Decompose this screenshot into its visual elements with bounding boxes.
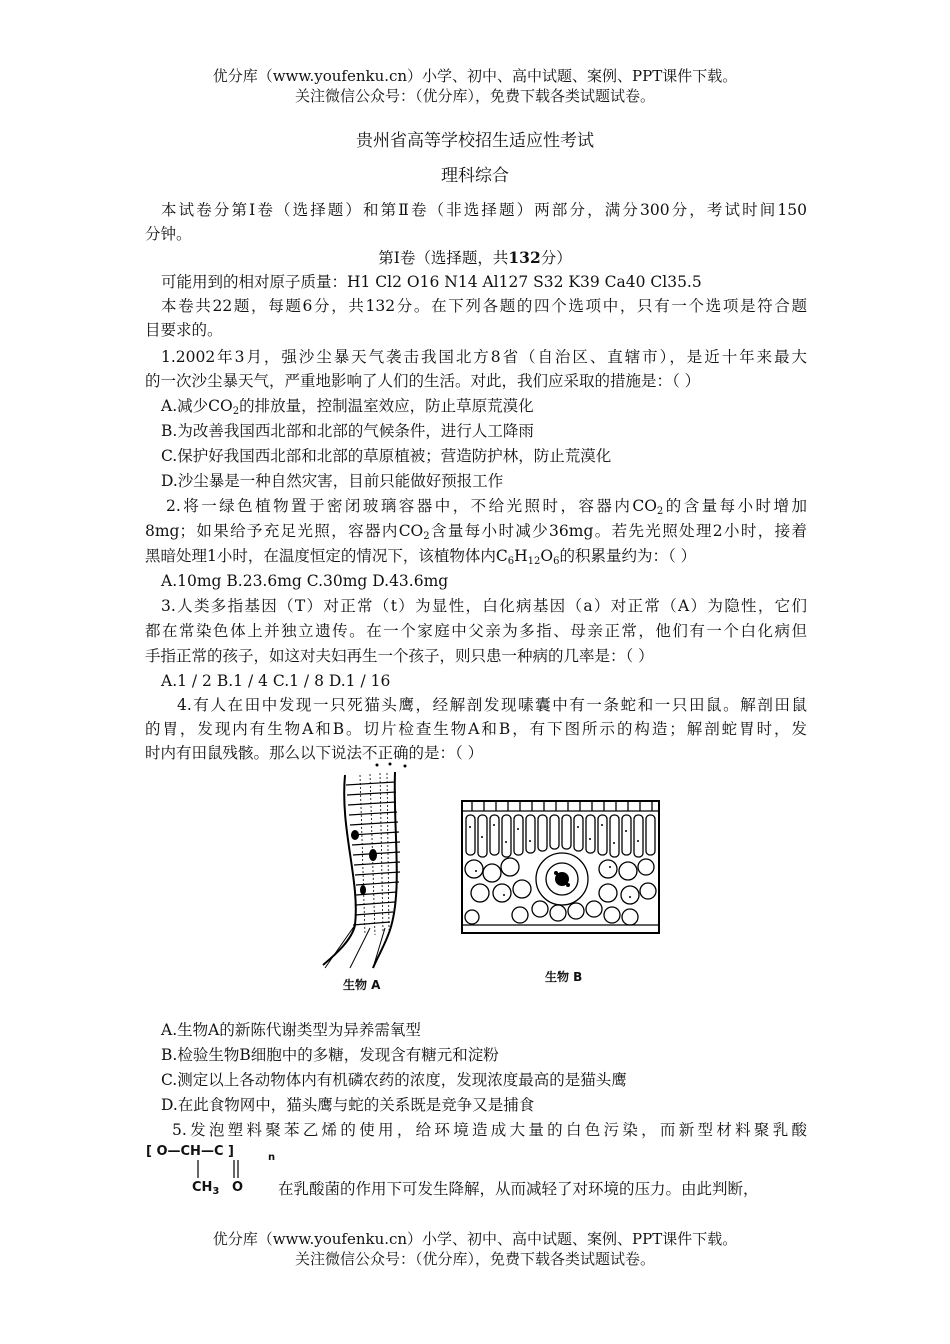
organism-a-figure bbox=[315, 760, 425, 970]
q4-option-b: B.检验生物B细胞中的多糖，发现含有糖元和淀粉 bbox=[161, 1046, 499, 1064]
header-line-1: 优分库（www.youfenku.cn）小学、初中、高中试题、案例、PPT课件下载。 bbox=[212, 67, 738, 85]
intro-line-1: 本试卷分第Ⅰ卷（选择题）和第Ⅱ卷（非选择题）两部分，满分300分，考试时间150 bbox=[161, 201, 807, 219]
atomic-mass-line: 可能用到的相对原子质量：H1 Cl2 O16 N14 Al127 S32 K39 Ca40 Cl35.5 bbox=[161, 273, 702, 291]
q5-line-1: 5.发泡塑料聚苯乙烯的使用，给环境造成大量的白色污染，而新型材料聚乳酸 bbox=[172, 1121, 807, 1139]
formula-main: [ O—CH—C ] bbox=[146, 1144, 234, 1159]
q3-line-1: 3.人类多指基因（T）对正常（t）为显性，白化病基因（a）对正常（A）为隐性，它们 bbox=[161, 597, 807, 615]
q4-line-1: 4.有人在田中发现一只死猫头鹰，经解剖发现嗉囊中有一条蛇和一只田鼠。解剖田鼠 bbox=[177, 696, 807, 714]
q4-option-c: C.测定以上各动物体内有机磷农药的浓度，发现浓度最高的是猫头鹰 bbox=[161, 1071, 627, 1089]
q4-line-2: 的胃，发现内有生物A和B。切片检查生物A和B，有下图所示的构造；解剖蛇胃时，发 bbox=[145, 720, 807, 738]
q2-line-2: 8mg；如果给予充足光照，容器内$CO_2$含量每小时减少36mg。若先光照处理2小时，接着 bbox=[145, 522, 807, 542]
q3-options: A.1 / 2 B.1 / 4 C.1 / 8 D.1 / 16 bbox=[161, 672, 391, 690]
q2-line-1: 2.将一绿色植物置于密闭玻璃容器中，不给光照时，容器内$CO_2$的含量每小时增加 bbox=[166, 497, 807, 517]
q2-options: A.10mg B.23.6mg C.30mg D.43.6mg bbox=[161, 572, 449, 590]
q1-option-a: A.减少$CO_2$的排放量，控制温室效应，防止草原荒漠化 bbox=[161, 397, 534, 417]
formula-oxygen: O bbox=[232, 1180, 244, 1195]
instructions-line-2: 目要求的。 bbox=[145, 321, 223, 339]
q1-option-d: D.沙尘暴是一种自然灾害，目前只能做好预报工作 bbox=[161, 472, 504, 490]
instructions-line-1: 本卷共22题，每题6分，共132分。在下列各题的四个选项中，只有一个选项是符合题 bbox=[161, 297, 807, 315]
footer-line-1: 优分库（www.youfenku.cn）小学、初中、高中试题、案例、PPT课件下载。 bbox=[212, 1230, 738, 1248]
q2-line-3: 黑暗处理1小时，在温度恒定的情况下，该植物体内$C_6H_{12}O_6$的积累量约为：（ ） bbox=[145, 547, 697, 567]
section-heading: 第Ⅰ卷（选择题，共132分） bbox=[378, 248, 572, 267]
organism-b-label: 生物 B bbox=[545, 970, 583, 984]
formula-methyl: $CH_3$ bbox=[192, 1180, 220, 1197]
q1-option-b: B.为改善我国西北部和北部的气候条件，进行人工降雨 bbox=[161, 422, 534, 440]
organism-a-label: 生物 A bbox=[343, 978, 381, 992]
q3-line-3: 手指正常的孩子，如这对夫妇再生一个孩子，则只患一种病的几率是：（ ） bbox=[145, 647, 654, 665]
exam-title: 贵州省高等学校招生适应性考试 bbox=[356, 131, 594, 151]
q4-option-d: D.在此食物网中，猫头鹰与蛇的关系既是竞争又是捕食 bbox=[161, 1096, 535, 1114]
header-line-2: 关注微信公众号：（优分库），免费下载各类试题试卷。 bbox=[294, 87, 655, 105]
q4-line-3: 时内有田鼠残骸。那么以下说法不正确的是：（ ） bbox=[145, 744, 484, 762]
exam-subtitle: 理科综合 bbox=[441, 166, 509, 186]
footer-line-2: 关注微信公众号：（优分库），免费下载各类试题试卷。 bbox=[294, 1250, 655, 1268]
q5-line-2: 在乳酸菌的作用下可发生降解，从而减轻了对环境的压力。由此判断， bbox=[278, 1180, 759, 1198]
q4-option-a: A.生物A的新陈代谢类型为异养需氧型 bbox=[161, 1021, 421, 1039]
formula-subscript-n: n bbox=[268, 1152, 276, 1163]
intro-line-2: 分钟。 bbox=[145, 225, 192, 243]
q3-line-2: 都在常染色体上并独立遗传。在一个家庭中父亲为多指、母亲正常，他们有一个白化病但 bbox=[145, 622, 807, 640]
organism-b-figure bbox=[458, 797, 663, 937]
q1-line-2: 的一次沙尘暴天气，严重地影响了人们的生活。对此，我们应采取的措施是：（ ） bbox=[145, 372, 701, 390]
q1-line-1: 1.2002年3月，强沙尘暴天气袭击我国北方8省（自治区、直辖市），是近十年来最大 bbox=[161, 348, 807, 366]
q1-option-c: C.保护好我国西北部和北部的草原植被；营造防护林，防止荒漠化 bbox=[161, 447, 612, 465]
